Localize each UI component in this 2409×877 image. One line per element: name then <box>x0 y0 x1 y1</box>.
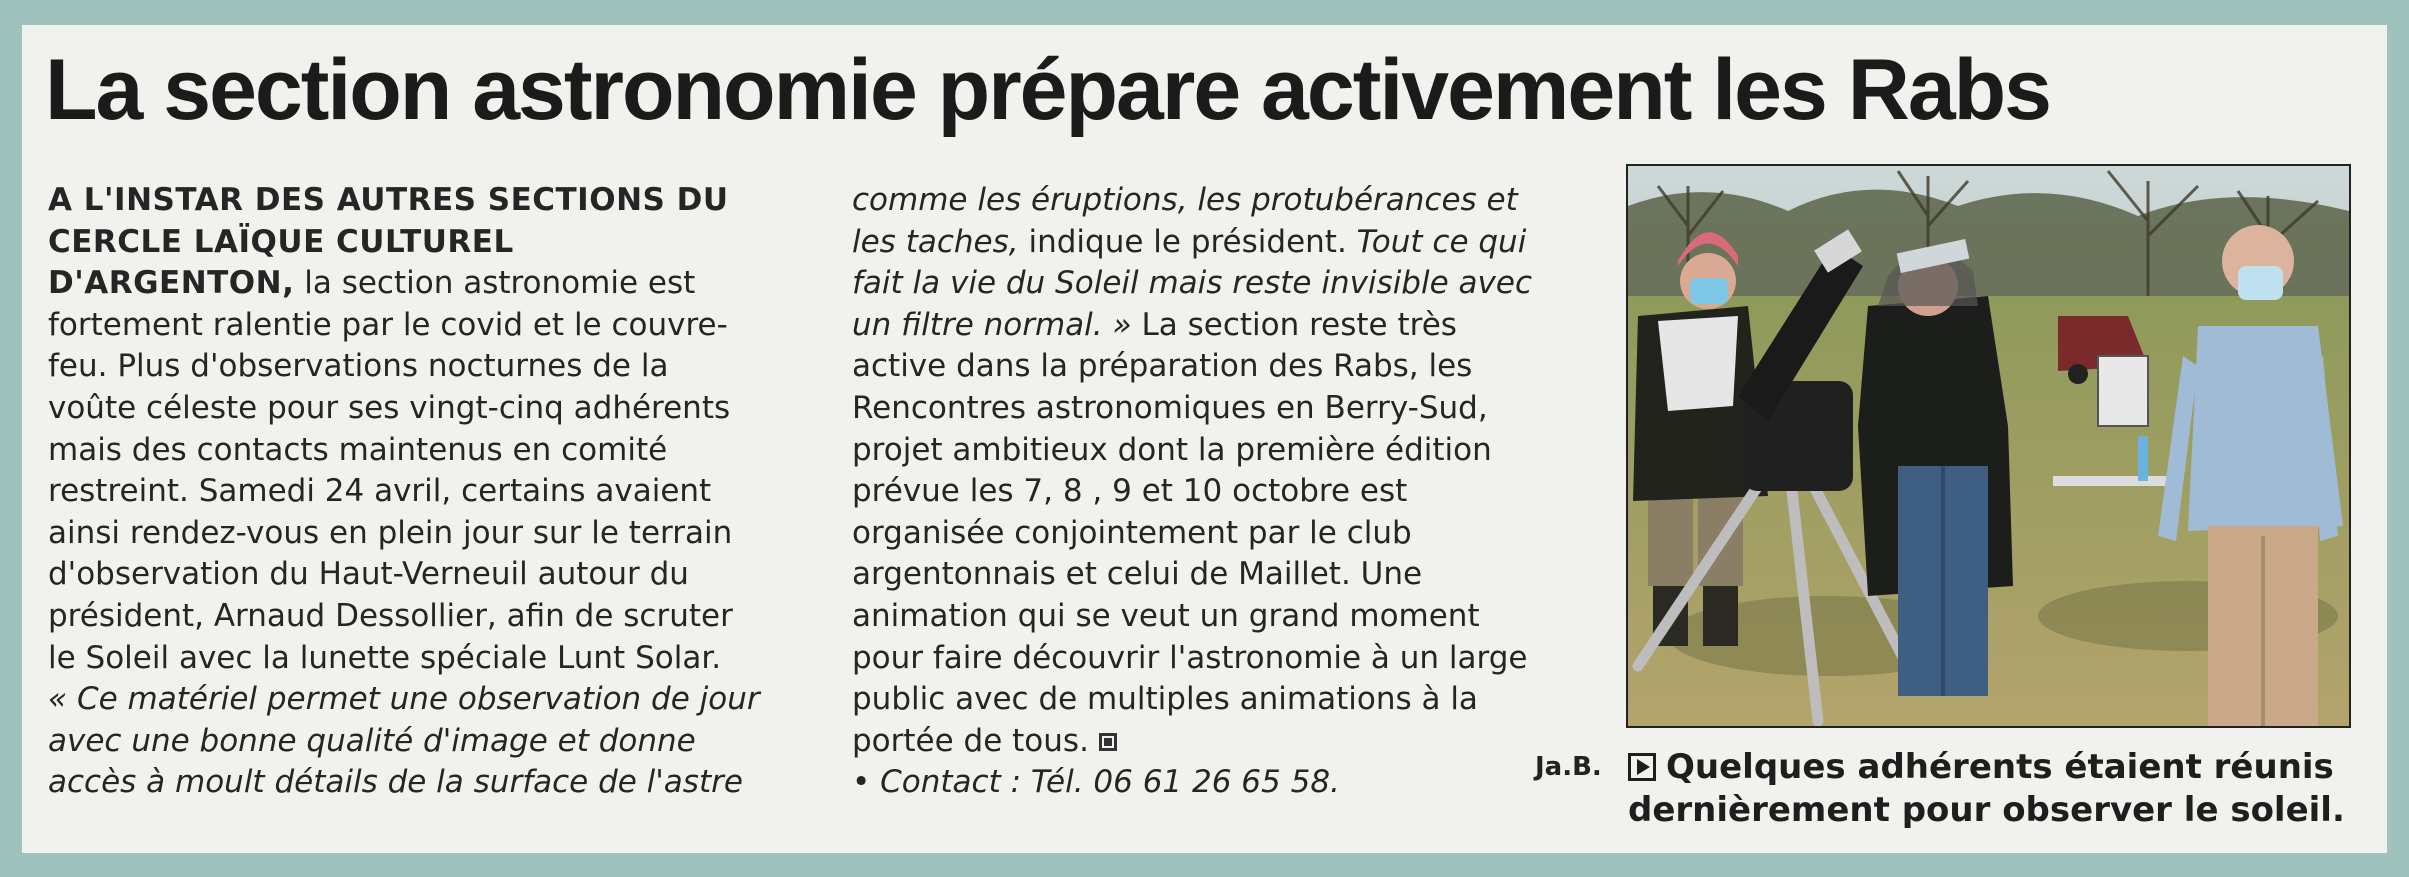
text-run: argentonnais et celui de Maillet. Une <box>852 556 1423 593</box>
text-run: D'ARGENTON, <box>48 265 295 302</box>
text-line <box>48 471 818 513</box>
text-line <box>48 554 818 596</box>
text-run: mais des contacts maintenus en comité <box>48 431 668 468</box>
text-run: portée de tous. <box>852 722 1089 759</box>
text-line <box>48 346 818 388</box>
text-line <box>852 263 1572 305</box>
text-line <box>48 721 818 763</box>
text-run: ainsi rendez-vous en plein jour sur le terrain <box>48 514 733 551</box>
text-line <box>852 430 1572 472</box>
text-line <box>852 222 1572 264</box>
text-line <box>48 305 818 347</box>
text-run: comme les éruptions, les protubérances et <box>852 182 1518 218</box>
caption-line-2: dernièrement pour observer le soleil. <box>1628 790 2345 830</box>
text-run: • Contact : Tél. 06 61 26 65 58. <box>852 764 1340 801</box>
text-run: « Ce matériel permet une observation de jour <box>48 681 760 718</box>
text-line <box>852 554 1572 596</box>
text-line <box>852 180 1572 222</box>
text-line <box>48 513 818 555</box>
text-run: pour faire découvrir l'astronomie à un large <box>852 639 1528 676</box>
text-run: A L'INSTAR DES AUTRES SECTIONS DU <box>48 182 729 218</box>
text-run: organisée conjointement par le club <box>852 514 1412 551</box>
text-line <box>852 346 1572 388</box>
text-line <box>48 222 818 264</box>
text-line <box>852 596 1572 638</box>
caption-line-1: Quelques adhérents étaient réunis <box>1666 747 2334 787</box>
text-run: public avec de multiples animations à la <box>852 681 1478 718</box>
text-run: Tout ce qui <box>1356 223 1527 260</box>
text-run: voûte céleste pour ses vingt-cinq adhérents <box>48 389 731 426</box>
text-run: la section astronomie est <box>294 265 696 302</box>
text-run: accès à moult détails de la surface de l'astre <box>48 764 743 801</box>
article-column-2 <box>852 180 1572 804</box>
text-line <box>852 513 1572 555</box>
text-line <box>48 263 818 305</box>
text-line <box>852 638 1572 680</box>
end-of-article-icon <box>1099 733 1117 751</box>
text-line <box>852 388 1572 430</box>
text-run: les taches, <box>852 223 1019 260</box>
text-line <box>852 305 1572 347</box>
text-run: président, Arnaud Dessollier, afin de scruter <box>48 597 733 634</box>
text-run: Rencontres astronomiques en Berry-Sud, <box>852 389 1488 426</box>
text-run: le Soleil avec la lunette spéciale Lunt Solar. <box>48 639 722 676</box>
text-run: un filtre normal. » <box>852 306 1132 343</box>
text-run: La section reste très <box>1131 306 1457 343</box>
text-run: fortement ralentie par le covid et le couvre- <box>48 306 728 343</box>
text-run: fait la vie du Soleil mais reste invisible avec <box>852 265 1532 302</box>
text-line <box>48 762 818 804</box>
photo-credit: Ja.B. <box>1535 752 1602 782</box>
text-line <box>852 721 1572 763</box>
article-column-1 <box>48 180 818 804</box>
text-run: avec une bonne qualité d'image et donne <box>48 722 696 759</box>
text-line <box>48 679 818 721</box>
text-run: projet ambitieux dont la première édition <box>852 431 1492 468</box>
text-line <box>852 679 1572 721</box>
text-line <box>48 180 818 222</box>
text-run: feu. Plus d'observations nocturnes de la <box>48 348 669 385</box>
article-headline: La section astronomie prépare activement les Rabs <box>45 42 2051 138</box>
text-run: CERCLE LAÏQUE CULTUREL <box>48 223 514 260</box>
text-run: indique le président. <box>1018 223 1357 260</box>
text-run: animation qui se veut un grand moment <box>852 597 1480 634</box>
text-run: prévue les 7, 8 , 9 et 10 octobre est <box>852 473 1408 510</box>
text-run: d'observation du Haut-Verneuil autour du <box>48 556 689 593</box>
caption-arrow-icon <box>1628 753 1656 781</box>
article-photo <box>1626 164 2351 728</box>
text-run: restreint. Samedi 24 avril, certains avaient <box>48 473 712 510</box>
text-line <box>48 430 818 472</box>
text-line <box>852 762 1572 804</box>
text-line <box>48 596 818 638</box>
text-run: active dans la préparation des Rabs, les <box>852 348 1473 385</box>
text-line <box>852 471 1572 513</box>
text-line <box>48 638 818 680</box>
photo-caption <box>1628 746 2388 832</box>
text-line <box>48 388 818 430</box>
